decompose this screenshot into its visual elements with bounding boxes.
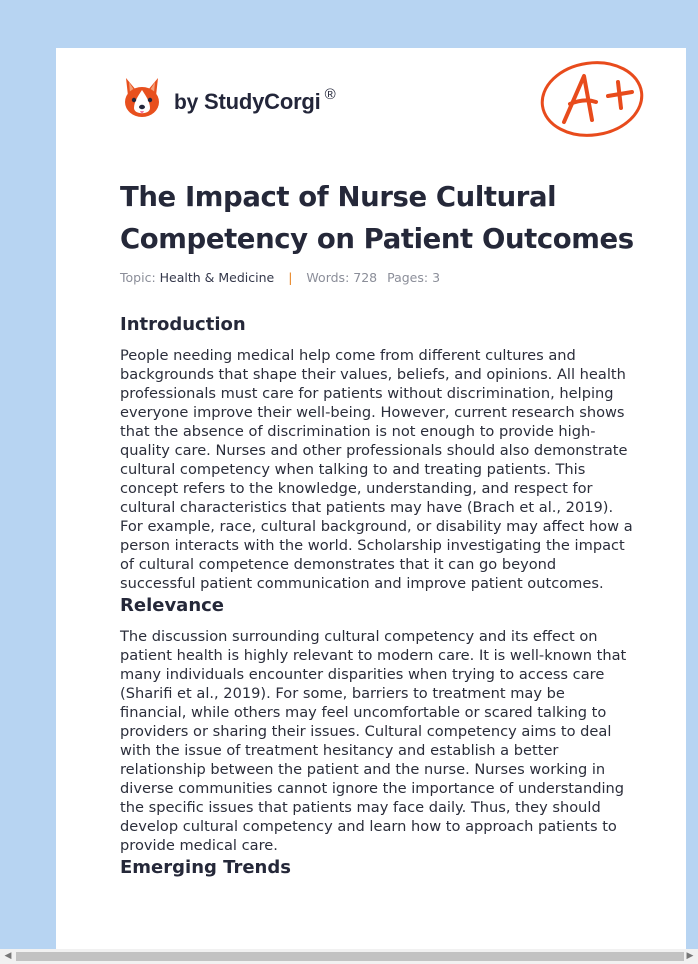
words-count: 728 — [353, 270, 378, 285]
section-heading: Introduction — [120, 314, 246, 335]
corgi-icon — [122, 76, 162, 120]
section-relevance — [120, 593, 634, 855]
a-plus-grade-icon — [538, 58, 648, 140]
section-paragraph: The discussion surrounding cultural competency and its effect on patient health is highly relevant to modern care. It is well-known that many individuals encounter disparities when trying to access care (Sharifi et al., 2019). For some, barriers to treatment may be financial, while others may feel uncomfortable or scared talking to providers or sharing their issues. Cultural competency aims to deal with the issue of treatment hesitancy and establish a better relationship between the patient and the nurse. Nurses working in diverse communities cannot ignore the importance of understanding the specific issues that patients may face daily. Thus, they should develop cultural competency and learn how to approach patients to provide medical care. — [120, 628, 627, 854]
brand-logo[interactable] — [122, 76, 335, 120]
pages-label: Pages: — [387, 270, 429, 285]
section-introduction — [120, 312, 634, 593]
pages-count: 3 — [432, 270, 441, 285]
brand-prefix: by — [174, 91, 199, 114]
document-title: The Impact of Nurse Cultural Competency on Patient Outcomes — [120, 181, 634, 255]
section-heading: Relevance — [120, 595, 225, 616]
section-heading: Emerging Trends — [120, 857, 291, 878]
topic-link[interactable]: Health & Medicine — [159, 270, 275, 285]
document-meta — [120, 270, 440, 285]
meta-separator: | — [288, 270, 293, 285]
brand-wordmark: StudyCorgi — [204, 89, 321, 114]
grade-text: A+ — [538, 58, 540, 59]
document-body — [120, 312, 634, 881]
document-page — [56, 48, 686, 950]
scroll-thumb[interactable] — [16, 952, 684, 961]
section-emerging-trends — [120, 855, 634, 881]
section-paragraph: People needing medical help come from different cultures and backgrounds that shape their values, beliefs, and opinions. All health professionals must care for patients without discrimination, helping everyone improve their well-being. However, current research shows that the absence of discrimination is not enough to provide high-quality care. Nurses and other professionals should also demonstrate cultural competency when talking to and treating patients. This concept refers to the knowledge, understanding, and respect for cultural characteristics that patients may have (Brach et al., 2019). For example, race, cultural background, or disability may affect how a person interacts with the world. Scholarship investigating the impact of cultural competence demonstrates that it can go beyond successful patient communication and improve patient outcomes. — [120, 347, 633, 592]
topic-label: Topic: — [120, 270, 156, 285]
brand-name — [174, 86, 336, 115]
horizontal-scrollbar[interactable] — [0, 949, 698, 964]
scroll-left-icon[interactable]: ◀ — [4, 951, 12, 961]
registered-mark: ® — [324, 86, 336, 103]
words-label: Words: — [306, 270, 350, 285]
scroll-right-icon[interactable]: ▶ — [686, 951, 694, 961]
